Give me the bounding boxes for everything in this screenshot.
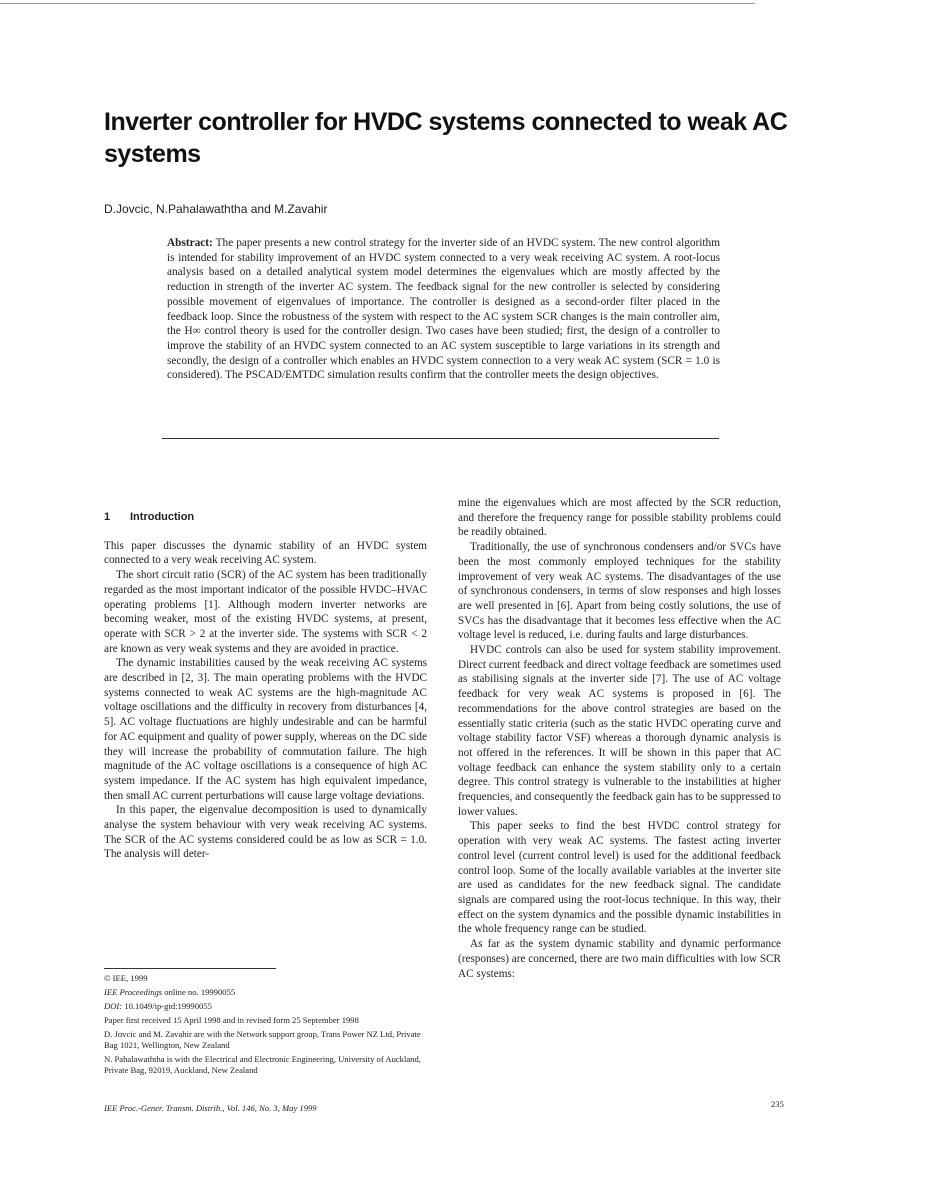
paragraph: In this paper, the eigenvalue decomposition is used to dynamically analyse the system behaviour with very weak receiving AC systems. The SCR of the AC systems considered could be as low as SCR = 1.0. The analysis will deter- [104, 804, 427, 861]
doi-rest: 10.1049/ip-gtd:19990055 [122, 1001, 212, 1011]
abstract-text: The paper presents a new control strategy for the inverter side of an HVDC system. The new control algorithm is intended for stability improvement of an HVDC system connected to a very weak receiving AC system. A root-locus analysis based on a detailed analytical system model determines the eigenvalues which are mostly affected by the reduction in strength of the inverter AC system. The feedback signal for the new controller is selected by considering possible movement of eigenvalues of importance. The controller is designed as a second-order filter placed in the feedback loop. Since the robustness of the system with respect to the AC system SCR changes is the main controller aim, the H∞ control theory is used for the controller design. Two cases have been studied; first, the design of a controller to improve the stability of an HVDC system connected to an AC system susceptible to large variations in its strength and secondly, the design of a controller which enables an HVDC system connection to a very weak AC system (SCR = 1.0 is considered). The PSCAD/EMTDC simulation results confirm that the controller meets the design objectives. [167, 237, 720, 382]
paragraph: mine the eigenvalues which are most affected by the SCR reduction, and therefore the frequency range for possible stability problems could be readily obtained. [458, 497, 781, 539]
affiliation-note: N. Pahalawaththa is with the Electrical and Electronic Engineering, University of Auckland, Private Bag, 92019, Auckland, New Zealand [104, 1054, 421, 1075]
paragraph: The short circuit ratio (SCR) of the AC system has been traditionally regarded as the most important indicator of the possible HVDC–HVAC operating problems [1]. Although modern inverter networks are becoming weaker, most of the existing HVDC systems, at present, operate with SCR > 2 at the inverter side. The systems with SCR < 2 are known as very weak systems and they are avoided in practice. [104, 569, 427, 655]
left-column [104, 510, 427, 862]
proceedings-note [104, 987, 430, 998]
section-title: Introduction [130, 511, 195, 523]
paragraph: This paper discusses the dynamic stability of an HVDC system connected to a very weak receiving AC system. [104, 539, 427, 567]
abstract [167, 236, 720, 383]
journal-citation: IEE Proc.-Gener. Transm. Distrib., Vol. 146, No. 3, May 1999 [104, 1103, 317, 1113]
footnotes [104, 973, 430, 1079]
section-heading [104, 510, 427, 525]
proceedings-label: IEE Proceedings [104, 987, 163, 997]
copyright-note: © IEE, 1999 [104, 973, 148, 983]
page-number: 235 [771, 1099, 784, 1109]
paragraph: HVDC controls can also be used for system stability improvement. Direct current feedback and direct voltage feedback are sometimes used as stabilising signals at the inverter side [7]. The use of AC voltage feedback for very weak AC systems is proposed in [6]. The recommendations for the above control strategies are based on the essentially static criteria (such as the static HVDC operating curve and voltage stability factor VSF) whereas a thorough dynamic analysis is not offered in the references. It will be shown in this paper that AC voltage feedback can enhance the system stability only to a certain degree. This control strategy is vulnerable to the instabilities at higher frequencies, and consequently the feedback gain has to be suppressed to lower values. [458, 644, 781, 818]
abstract-label: Abstract: [167, 237, 213, 249]
paragraph: Traditionally, the use of synchronous condensers and/or SVCs have been the most commonly employed techniques for the stability improvement of very weak AC systems. The disadvantages of the use of synchronous condensers, in terms of slow responses and high losses are well presented in [6]. Apart from being costly solutions, the use of SVCs has the disadvantage that it becomes less effective when the AC voltage level is reduced, i.e. during faults and large disturbances. [458, 541, 781, 642]
paragraph: As far as the system dynamic stability and dynamic performance (responses) are concerned, there are two main difficulties with low SCR AC systems: [458, 938, 781, 980]
received-note: Paper first received 15 April 1998 and in revised form 25 September 1998 [104, 1015, 359, 1025]
doi-note [104, 1001, 430, 1012]
affiliation-note: D. Jovcic and M. Zavahir are with the Network support group, Trans Power NZ Ltd, Private Bag 1021, Wellington, New Zealand [104, 1029, 421, 1050]
paragraph: This paper seeks to find the best HVDC control strategy for operation with very weak AC systems. The fastest acting inverter control level (current control level) is used for the additional feedback control loop. Some of the locally available variables at the inverter site are used as candidates for the new feedback signal. The candidate signals are compared using the root-locus technique. In this way, their effect on the system dynamics and the possible dynamic instabilities in the whole frequency range can be studied. [458, 820, 781, 936]
authors: D.Jovcic, N.Pahalawaththa and M.Zavahir [104, 202, 328, 216]
paragraph: The dynamic instabilities caused by the weak receiving AC systems are described in [2, 3]. The main operating problems with the HVDC systems connected to weak AC systems are the high-magnitude AC voltage oscillations and the difficulty in recovery from disturbances [4, 5]. AC voltage fluctuations are highly undesirable and can be harmful for AC equipment and quality of power supply, whereas on the DC side they will increase the probability of commutation failure. The high magnitude of the AC voltage oscillations is a consequence of high AC system impedance. If the AC system has high equivalent impedance, then small AC current perturbations will cause large voltage deviations. [104, 657, 427, 802]
footnote-rule [104, 968, 276, 969]
doi-label: DOI: [104, 1001, 123, 1011]
right-column [458, 496, 781, 981]
top-rule [0, 3, 755, 4]
section-number: 1 [104, 511, 111, 523]
proceedings-rest: online no. 19990055 [162, 987, 236, 997]
abstract-rule [162, 438, 719, 439]
paper-title: Inverter controller for HVDC systems connected to weak AC systems [104, 108, 788, 168]
